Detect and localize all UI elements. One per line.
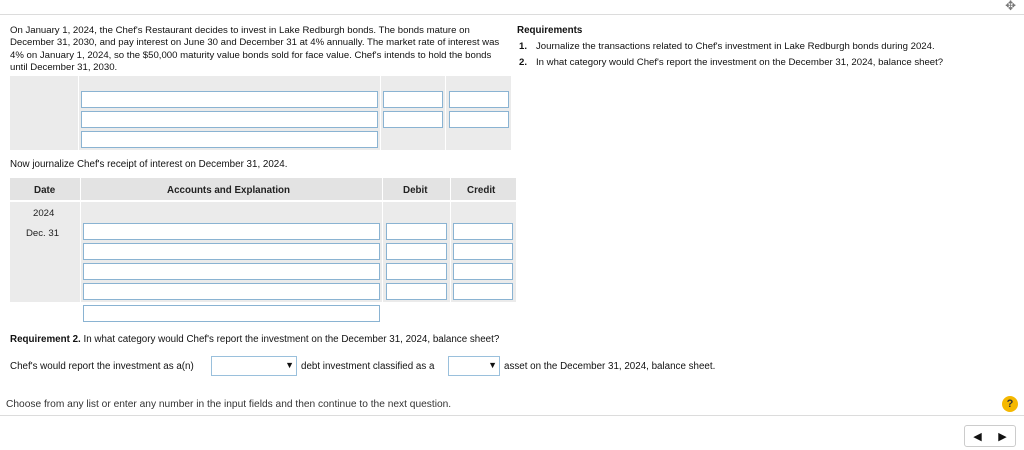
help-icon[interactable]: ? [1002,396,1018,412]
requirements-title: Requirements [517,25,583,36]
account-input-row-2[interactable] [83,243,380,260]
requirement-number: 1. [519,41,528,52]
prev-debit-input[interactable] [383,91,443,108]
prev-explanation-input[interactable] [81,131,378,148]
debit-input-row-4[interactable] [386,283,447,300]
journal-prompt: Now journalize Chef's receipt of interest on December 31, 2024. [10,159,288,170]
asset-category-select[interactable] [448,356,500,376]
requirement-2-text: In what category would Chef's report the investment on the December 31, 2024, balance sheet? [83,334,500,345]
investment-type-select[interactable] [211,356,297,376]
answer-sentence-start: Chef's would report the investment as a(n) [10,361,194,372]
prev-credit-input[interactable] [449,111,509,128]
prev-account-input[interactable] [81,111,378,128]
requirement-number: 2. [519,57,528,68]
dropdown-arrow-icon: ▼ [285,360,294,370]
problem-text: On January 1, 2024, the Chef's Restaurant decides to invest in Lake Redburgh bonds. The bonds mature on December 31, 2030, and pay interest on June 30 and December 31 at 4% annually. The market rate of interest was 4% on January 1, 2024, so the $50,000 maturity value bonds sold for face value. Chef's intends to hold the bonds until December 31, 2030. [10,25,505,74]
next-arrow-icon[interactable]: ▶ [998,430,1007,443]
prev-debit-input[interactable] [383,111,443,128]
credit-input-row-2[interactable] [453,243,513,260]
account-input-row-3[interactable] [83,263,380,280]
answer-sentence-middle: debt investment classified as a [301,361,435,372]
journal-header [10,178,516,200]
debit-input-row-2[interactable] [386,243,447,260]
previous-journal-table [10,76,511,150]
credit-input-row-1[interactable] [453,223,513,240]
dropdown-arrow-icon: ▼ [488,360,497,370]
debit-input-row-3[interactable] [386,263,447,280]
requirement-text: Journalize the transactions related to Chef's investment in Lake Redburgh bonds during 2024. [536,41,935,52]
credit-input-row-4[interactable] [453,283,513,300]
settings-gear-icon[interactable]: ✥ [1005,0,1016,13]
credit-header: Credit [467,185,496,196]
accounts-header: Accounts and Explanation [167,185,291,196]
requirement-item-1 [519,41,935,52]
explanation-input[interactable] [83,305,380,322]
account-input-row-1[interactable] [83,223,380,240]
footer-divider [0,415,1024,416]
journal-body [10,202,516,302]
prev-account-input[interactable] [81,91,378,108]
account-input-row-4[interactable] [83,283,380,300]
journal-year: 2024 [33,208,55,219]
requirement-text: In what category would Chef's report the investment on the December 31, 2024, balance sheet? [536,57,944,68]
footer-note: Choose from any list or enter any number in the input fields and then continue to the next question. [6,399,452,410]
requirement-item-2 [519,57,943,68]
journal-date: Dec. 31 [26,228,60,239]
debit-input-row-1[interactable] [386,223,447,240]
answer-sentence-end: asset on the December 31, 2024, balance sheet. [504,361,716,372]
requirement-2-label: Requirement 2. [10,334,81,345]
prev-credit-input[interactable] [449,91,509,108]
requirement-2-question [10,334,499,345]
top-divider [0,14,1024,15]
credit-input-row-3[interactable] [453,263,513,280]
journal-table [10,178,516,302]
question-nav [964,425,1016,447]
prev-arrow-icon[interactable]: ◀ [973,430,982,443]
date-header: Date [34,185,56,196]
debit-header: Debit [403,185,428,196]
